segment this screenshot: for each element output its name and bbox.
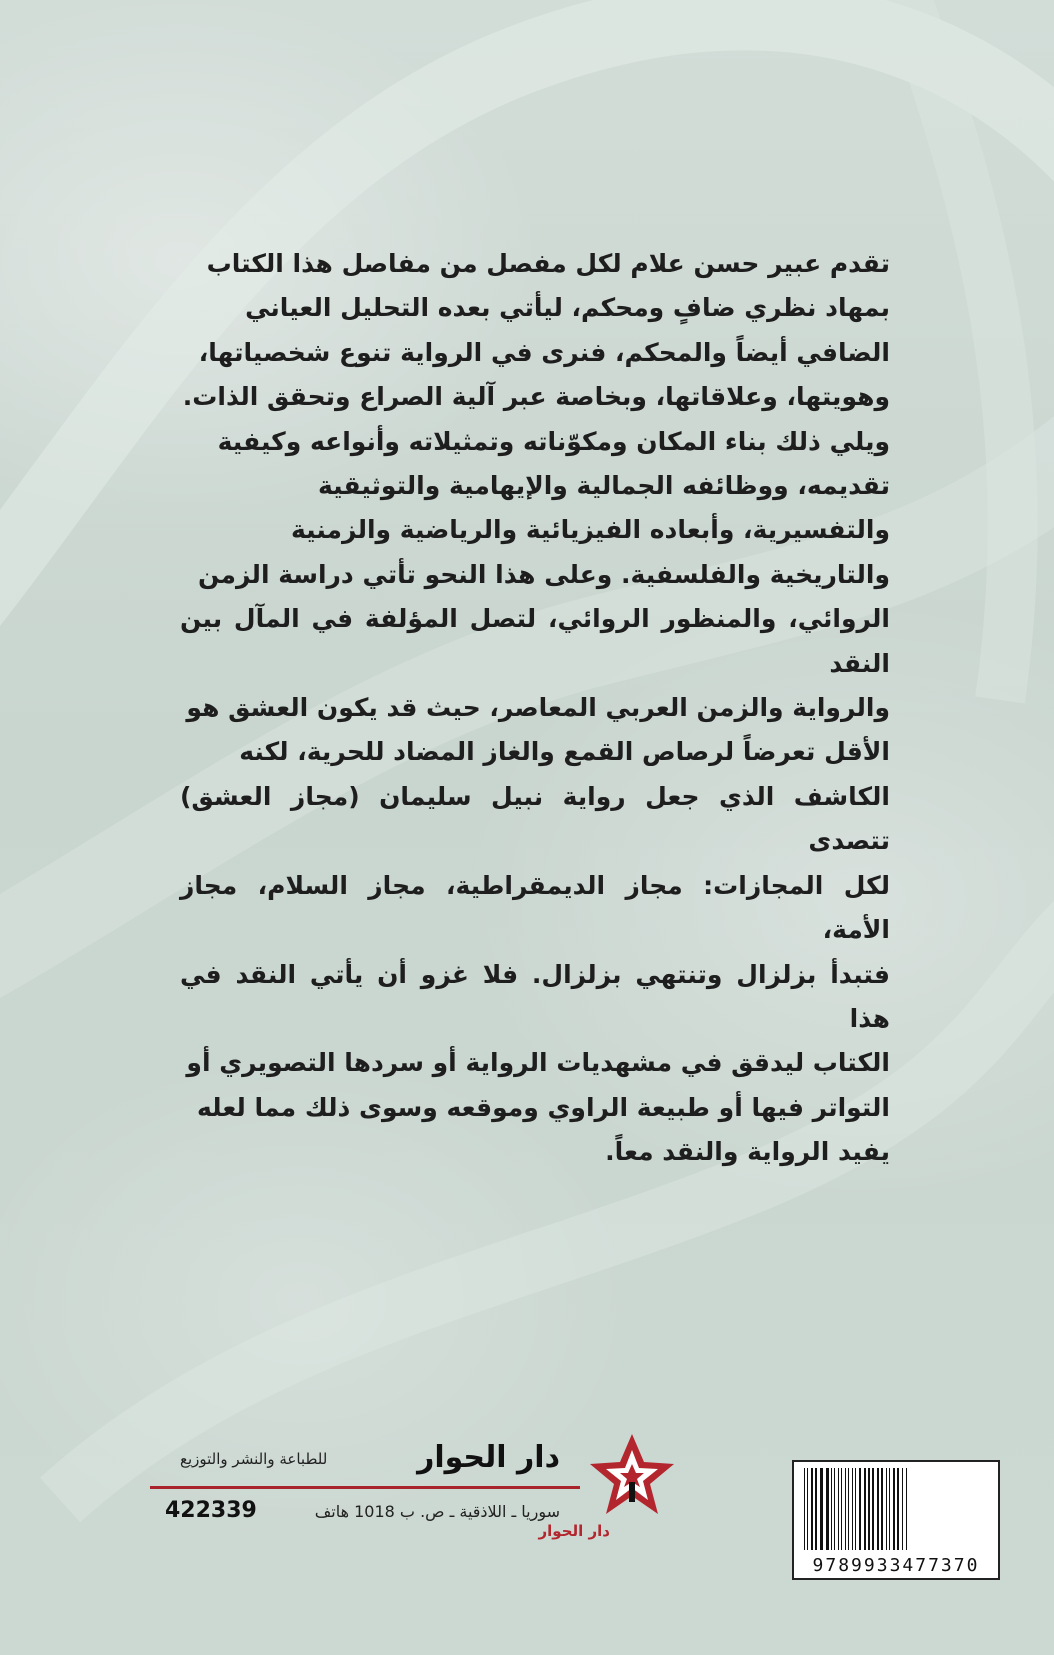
publisher-address: سوريا ـ اللاذقية ـ ص. ب 1018 هاتف bbox=[314, 1502, 560, 1521]
blurb-line: بمهاد نظري ضافٍ ومحكم، ليأتي بعده التحليل العياني bbox=[245, 293, 890, 323]
blurb-line: الكتاب ليدقق في مشهديات الرواية أو سردها التصويري أو bbox=[186, 1048, 890, 1078]
barcode-bar bbox=[834, 1468, 835, 1550]
blurb-line: الروائي، والمنظور الروائي، لتصل المؤلفة في المآل بين النقد bbox=[180, 604, 890, 678]
barcode-bar bbox=[864, 1468, 866, 1550]
blurb-line: يفيد الرواية والنقد معاً. bbox=[605, 1137, 890, 1167]
barcode-bar bbox=[848, 1468, 849, 1550]
isbn-barcode bbox=[792, 1460, 1000, 1580]
barcode-bar bbox=[859, 1468, 861, 1550]
barcode-bar bbox=[811, 1468, 813, 1550]
barcode-bar bbox=[855, 1468, 856, 1550]
publisher-logo-text: دار الحوار bbox=[538, 1522, 610, 1540]
barcode-bars bbox=[800, 1468, 992, 1550]
publisher-imprint bbox=[150, 1430, 700, 1540]
barcode-bar bbox=[886, 1468, 887, 1550]
barcode-bar bbox=[820, 1468, 823, 1550]
publisher-phone: 422339 bbox=[165, 1498, 257, 1523]
blurb-line: الضافي أيضاً والمحكم، فنرى في الرواية تنوع شخصياتها، bbox=[198, 337, 890, 367]
publisher-name: دار الحوار bbox=[417, 1440, 560, 1475]
barcode-bar bbox=[807, 1468, 808, 1550]
barcode-bar bbox=[838, 1468, 839, 1550]
barcode-bar bbox=[872, 1468, 874, 1550]
barcode-bar bbox=[906, 1468, 907, 1550]
publisher-divider bbox=[150, 1486, 580, 1489]
barcode-bar bbox=[877, 1468, 879, 1550]
blurb-line: والتاريخية والفلسفية. وعلى هذا النحو تأتي دراسة الزمن bbox=[198, 559, 890, 589]
barcode-bar bbox=[841, 1468, 842, 1550]
blurb-line: والتفسيرية، وأبعاده الفيزيائية والرياضية والزمنية bbox=[290, 515, 890, 545]
publisher-logo-icon bbox=[538, 1430, 700, 1540]
blurb-line: والرواية والزمن العربي المعاصر، حيث قد يكون العشق هو bbox=[186, 693, 890, 723]
barcode-bar bbox=[831, 1468, 832, 1550]
blurb-line: ويلي ذلك بناء المكان ومكوّناته وتمثيلاته وأنواعه وكيفية bbox=[217, 426, 890, 456]
barcode-bar bbox=[902, 1468, 903, 1550]
barcode-digits: 9789933477370 bbox=[812, 1555, 980, 1576]
barcode-bar bbox=[893, 1468, 895, 1550]
blurb-line: تقدم عبير حسن علام لكل مفصل من مفاصل هذا الكتاب bbox=[206, 249, 890, 278]
barcode-bar bbox=[868, 1468, 870, 1550]
barcode-bar bbox=[804, 1468, 805, 1550]
publisher-tagline: للطباعة والنشر والتوزيع bbox=[180, 1450, 328, 1468]
barcode-bar bbox=[826, 1468, 829, 1550]
blurb-line: تقديمه، ووظائفه الجمالية والإيهامية والتوثيقية bbox=[317, 471, 890, 501]
barcode-bar bbox=[897, 1468, 899, 1550]
blurb-line: التواتر فيها أو طبيعة الراوي وموقعه وسوى ذلك مما لعله bbox=[196, 1092, 890, 1122]
barcode-bar bbox=[889, 1468, 890, 1550]
barcode-bar bbox=[815, 1468, 817, 1550]
barcode-bar bbox=[881, 1468, 883, 1550]
barcode-bar bbox=[845, 1468, 846, 1550]
barcode-bar bbox=[852, 1468, 853, 1550]
blurb-line: فتبدأ بزلزال وتنتهي بزلزال. فلا غزو أن يأتي النقد في هذا bbox=[180, 959, 890, 1033]
blurb-line: وهويتها، وعلاقاتها، وبخاصة عبر آلية الصراع وتحقق الذات. bbox=[182, 382, 890, 412]
blurb-line: الكاشف الذي جعل رواية نبيل سليمان (مجاز العشق) تتصدى bbox=[180, 781, 890, 856]
blurb-line: لكل المجازات: مجاز الديمقراطية، مجاز السلام، مجاز الأمة، bbox=[180, 870, 890, 945]
blurb-line: الأقل تعرضاً لرصاص القمع والغاز المضاد للحرية، لكنه bbox=[239, 737, 890, 767]
back-cover-blurb bbox=[180, 242, 890, 1175]
